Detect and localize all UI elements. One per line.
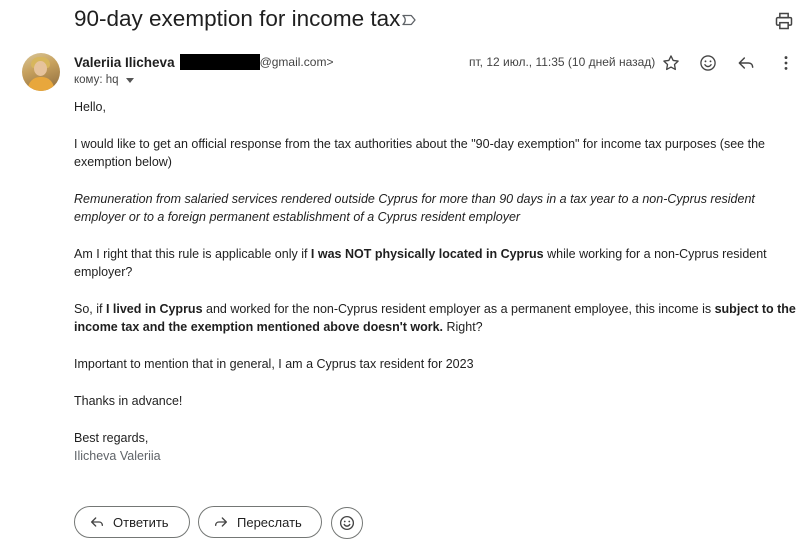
paragraph-exemption-quote: Remuneration from salaried services rendered outside Cyprus for more than 90 days in a tax year to a non-Cyprus resident employer or to a foreign permanent establishment of a Cyprus resident employer: [74, 192, 755, 224]
recipients-text: кому: hq: [74, 74, 119, 86]
signature: Ilicheva Valeriia: [74, 449, 161, 463]
sender-email: @gmail.com>: [259, 55, 334, 69]
avatar: [22, 53, 60, 91]
email-date: пт, 12 июл., 11:35 (10 дней назад): [469, 55, 656, 69]
sender-line: [74, 54, 333, 70]
more-vert-icon[interactable]: [776, 53, 796, 73]
sender-name[interactable]: Valeriia Ilicheva: [74, 54, 175, 70]
paragraph-scenario: So, if I lived in Cyprus and worked for the non-Cyprus resident employer as a permanent employee, this income is subject to the income tax and the exemption mentioned above doesn't work. Right?: [74, 302, 796, 334]
paragraph-question: Am I right that this rule is applicable only if I was NOT physically located in Cyprus while working for a non-Cyprus resident employer?: [74, 247, 767, 279]
forward-button-label: Переслать: [237, 514, 302, 530]
reply-icon[interactable]: [736, 53, 756, 73]
greeting: Hello,: [74, 100, 106, 114]
reply-button-label: Ответить: [113, 514, 169, 530]
reply-icon: [89, 514, 105, 530]
paragraph-residency: Important to mention that in general, I am a Cyprus tax resident for 2023: [74, 357, 474, 371]
recipients-toggle[interactable]: [74, 74, 134, 86]
forward-button[interactable]: [198, 506, 322, 538]
emoji-reaction-button[interactable]: [331, 507, 363, 539]
reply-button[interactable]: [74, 506, 190, 538]
paragraph-request: I would like to get an official response from the tax authorities about the "90-day exemption" for income tax purposes (see the exemption below): [74, 137, 765, 169]
chevron-down-icon[interactable]: [126, 78, 134, 83]
star-icon[interactable]: [661, 53, 681, 73]
emoji-icon[interactable]: [698, 53, 718, 73]
print-icon[interactable]: [774, 11, 794, 31]
label-icon[interactable]: [400, 11, 418, 29]
email-subject: 90-day exemption for income tax: [74, 6, 401, 31]
redacted-email-block: [180, 54, 260, 70]
email-body: [74, 98, 796, 465]
closing: Best regards,: [74, 431, 149, 445]
emoji-icon: [338, 514, 356, 532]
paragraph-thanks: Thanks in advance!: [74, 394, 183, 408]
forward-icon: [213, 514, 229, 530]
